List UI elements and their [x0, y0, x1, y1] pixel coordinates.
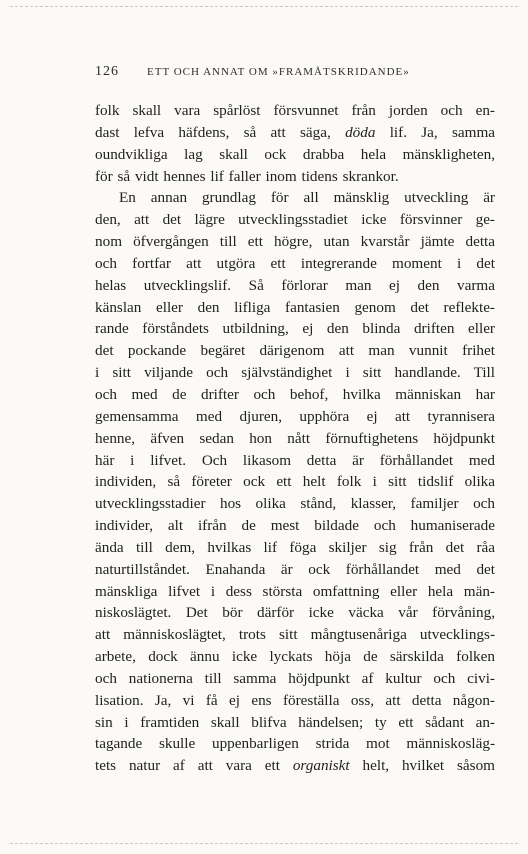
text-line: sin i framtiden skall blifva händelsen; ty ett sådant an-: [95, 713, 495, 731]
text-line: tagande skulle uppenbarligen strida mot människosläg-: [95, 735, 495, 753]
text-line: folk skall vara spårlöst försvunnet från jorden och en-: [95, 102, 495, 119]
text-line: helas utvecklingslif. Så förlorar man ej den varma: [95, 276, 495, 294]
text-line: för så vidt hennes lif faller inom tidens skrankor.: [95, 167, 399, 185]
emphasis: organiskt: [292, 757, 350, 775]
text-line: oundvikliga lag skall ock drabba hela mänskligheten,: [95, 145, 495, 163]
page-top-edge: [10, 6, 518, 7]
text-line: mänskliga lifvet i dess största omfattning eller hela män-: [95, 582, 495, 600]
page-bottom-edge: [10, 843, 518, 844]
text-line: den, att det lägre utvecklingsstadiet icke försvinner ge-: [95, 211, 495, 229]
running-title: ETT OCH ANNAT OM »FRAMÅTSKRIDANDE»: [147, 66, 410, 78]
text-line: att människoslägtet, trots sitt mångtusenåriga utvecklings-: [95, 626, 495, 644]
text-line: arbete, dock ännu icke lyckats höja de särskilda folken: [95, 648, 495, 666]
running-head: [95, 64, 495, 84]
text-line: rande förståndets utbildning, ej den blinda driften eller: [95, 320, 495, 338]
body-text: [95, 100, 495, 777]
text-line: naturtillståndet. Enahanda är ock förhållandet med det: [95, 560, 495, 578]
text-line: och med de drifter och behof, hvilka människan har: [95, 385, 495, 403]
text-line: det pockande begäret därigenom att man vunnit frihet: [95, 342, 495, 360]
text-line: ända till dem, hvilkas lif föga skiljer sig från det råa: [95, 538, 495, 556]
text-line: tets natur af att vara ett organiskt helt, hvilket såsom: [95, 757, 495, 775]
text-line: dast lefva häfdens, så att säga, döda lif. Ja, samma: [95, 123, 495, 141]
text-line: och fortfar att utgöra ett integrerande moment i det: [95, 254, 495, 272]
page-number: 126: [95, 64, 119, 79]
text-line: gemensamma med djuren, upphöra ej att tyrannisera: [95, 407, 495, 425]
text-line: niskoslägtet. Det bör därför icke väcka vår förvåning,: [95, 604, 495, 622]
text-line: individen, så företer ock ett helt folk i sitt tidslif olika: [95, 473, 495, 491]
text-line: nom öfvergången till ett högre, utan kvarstår jämte detta: [95, 233, 495, 251]
text-line: i sitt viljande och självständighet i sitt handlande. Till: [95, 364, 495, 382]
paragraph-start-line: En annan grundlag för all mänsklig utveckling är: [119, 189, 495, 207]
text-line: här i lifvet. Och likasom detta är förhållandet med: [95, 451, 495, 469]
text-line: individer, alt ifrån de mest bildade och humaniserade: [95, 517, 495, 535]
text-line: henne, äfven sedan hon nått förnuftighetens höjdpunkt: [95, 429, 495, 447]
emphasis: döda: [345, 123, 376, 141]
text-line: utvecklingsstadier hos olika stånd, klasser, familjer och: [95, 495, 495, 513]
text-line: och nationerna till samma höjdpunkt af kultur och civi-: [95, 669, 495, 687]
text-line: lisation. Ja, vi få ej ens föreställa oss, att detta någon-: [95, 691, 495, 709]
text-line: känslan eller den lifliga fantasien genom det reflekte-: [95, 298, 495, 316]
